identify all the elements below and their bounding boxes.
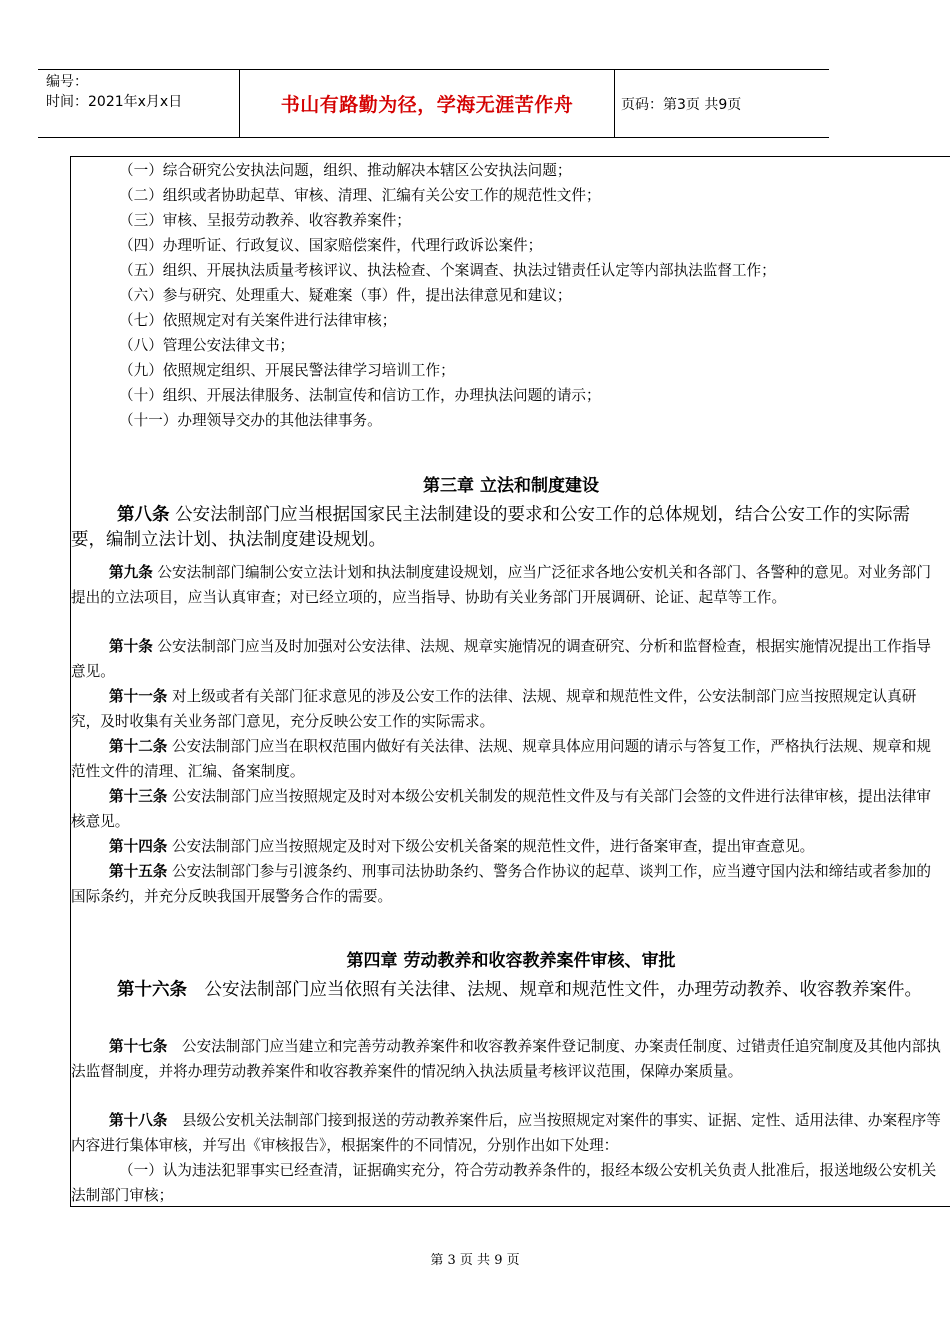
chapter-title: 第三章 立法和制度建设	[423, 476, 599, 496]
list-item: （八）管理公安法律文书；	[119, 337, 295, 354]
article-label: 第十一条	[109, 688, 168, 705]
article-text: 公安法制部门应当在职权范围内做好有关法律、法规、规章具体应用问题的请示与答复工作，严格执行法规、规章和规范性文件的清理、汇编、备案制度。	[71, 738, 931, 780]
list-item: （四）办理听证、行政复议、国家赔偿案件，代理行政诉讼案件；	[119, 237, 543, 254]
list-item: （一）综合研究公安执法问题，组织、推动解决本辖区公安执法问题；	[119, 162, 572, 179]
article-paragraph	[71, 735, 945, 784]
list-item: （二）组织或者协助起草、审核、清理、汇编有关公安工作的规范性文件；	[119, 187, 601, 204]
article-text: 公安法制部门应当按照规定及时对下级公安机关备案的规范性文件，进行备案审查，提出审查意见。	[167, 838, 815, 855]
article-label: 第十三条	[109, 788, 168, 805]
list-item: （十）组织、开展法律服务、法制宣传和信访工作，办理执法问题的请示；	[119, 387, 601, 404]
article-label: 第九条	[109, 564, 153, 581]
article-text: 公安法制部门应当建立和完善劳动教养案件和收容教养案件登记制度、办案责任制度、过错责任追究制度及其他内部执法监督制度，并将办理劳动教养案件和收容教养案件的情况纳入执法质量考核评议范围，保障办案质量。	[71, 1038, 941, 1080]
list-item: （七）依照规定对有关案件进行法律审核；	[119, 312, 397, 329]
time-label: 时间：2021年x月x日	[46, 94, 183, 110]
article-paragraph	[71, 835, 945, 860]
header-meta-cell	[38, 70, 240, 137]
chapter-title: 第四章 劳动教养和收容教养案件审核、审批	[346, 951, 676, 971]
motto: 书山有路勤为径，学海无涯苦作舟	[240, 70, 615, 137]
document-header	[38, 69, 829, 138]
article-paragraph	[71, 1109, 945, 1158]
page-footer: 第 3 页 共 9 页	[430, 1253, 520, 1268]
article-label: 第十五条	[109, 863, 168, 880]
article-paragraph	[71, 635, 945, 684]
article-label: 第十条	[109, 638, 153, 655]
article-paragraph	[71, 503, 945, 553]
sub-item-paragraph: （一）认为违法犯罪事实已经查清，证据确实充分，符合劳动教养条件的，报经本级公安机关负责人批准后，报送地级公安机关法制部门审核；	[71, 1162, 937, 1204]
list-item: （三）审核、呈报劳动教养、收容教养案件；	[119, 212, 411, 229]
article-text: 县级公安机关法制部门接到报送的劳动教养案件后，应当按照规定对案件的事实、证据、定性、适用法律、办案程序等内容进行集体审核，并写出《审核报告》，根据案件的不同情况，分别作出如下处理：	[71, 1112, 941, 1154]
article-text: 公安法制部门应当根据国家民主法制建设的要求和公安工作的总体规划，结合公安工作的实际需要，编制立法计划、执法制度建设规划。	[71, 505, 911, 550]
list-item: （九）依照规定组织、开展民警法律学习培训工作；	[119, 362, 455, 379]
article-paragraph	[71, 860, 945, 909]
list-item: （十一）办理领导交办的其他法律事务。	[119, 412, 382, 429]
article-paragraph	[71, 561, 945, 610]
article-paragraph	[71, 785, 945, 834]
article-label: 第十八条	[109, 1112, 168, 1129]
article-paragraph	[71, 978, 945, 1003]
list-item: （五）组织、开展执法质量考核评议、执法检查、个案调查、执法过错责任认定等内部执法监督工作；	[119, 262, 776, 279]
article-label: 第八条	[117, 505, 170, 525]
article-text: 对上级或者有关部门征求意见的涉及公安工作的法律、法规、规章和规范性文件，公安法制部门应当按照规定认真研究，及时收集有关业务部门意见，充分反映公安工作的实际需求。	[71, 688, 917, 730]
page-label: 页码：第3页 共9页	[621, 96, 742, 113]
list-item: （六）参与研究、处理重大、疑难案（事）件，提出法律意见和建议；	[119, 287, 572, 304]
article-text: 公安法制部门参与引渡条约、刑事司法协助条约、警务合作协议的起草、谈判工作，应当遵守国内法和缔结或者参加的国际条约，并充分反映我国开展警务合作的需要。	[71, 863, 931, 905]
article-text: 公安法制部门应当及时加强对公安法律、法规、规章实施情况的调查研究、分析和监督检查，根据实施情况提出工作指导意见。	[71, 638, 931, 680]
article-paragraph	[71, 1035, 945, 1084]
article-text: 公安法制部门应当依照有关法律、法规、规章和规范性文件，办理劳动教养、收容教养案件。	[187, 980, 922, 1000]
article-paragraph	[71, 685, 945, 734]
article-label: 第十四条	[109, 838, 168, 855]
article-text: 公安法制部门应当按照规定及时对本级公安机关制发的规范性文件及与有关部门会签的文件进行法律审核，提出法律审核意见。	[71, 788, 931, 830]
article-label: 第十二条	[109, 738, 168, 755]
article-label: 第十六条	[117, 980, 187, 1000]
number-label: 编号：	[46, 74, 88, 90]
content-box	[70, 156, 950, 1207]
article-label: 第十七条	[109, 1038, 168, 1055]
article-text: 公安法制部门编制公安立法计划和执法制度建设规划，应当广泛征求各地公安机关和各部门、各警种的意见。对业务部门提出的立法项目，应当认真审查；对已经立项的，应当指导、协助有关业务部门开展调研、论证、起草等工作。	[71, 564, 931, 606]
